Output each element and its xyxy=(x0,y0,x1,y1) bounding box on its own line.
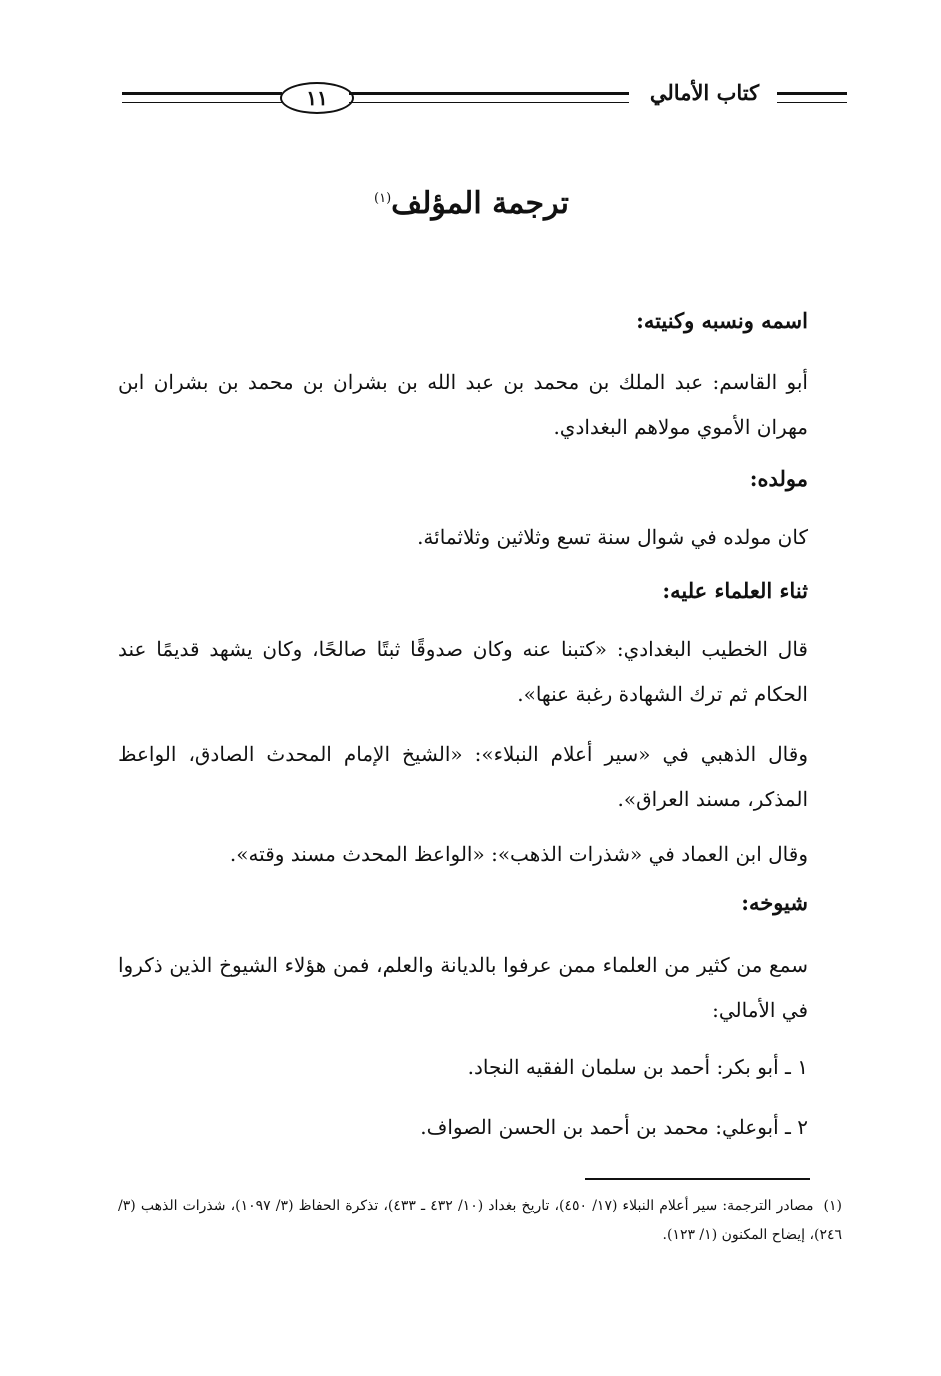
running-head: كتاب الأمالي xyxy=(649,80,760,105)
para-teachers: سمع من كثير من العلماء ممن عرفوا بالديانة والعلم، فمن هؤلاء الشيوخ الذين ذكروا في الأمالي: xyxy=(118,953,808,1022)
teacher-item-1: ١ ـ أبو بكر: أحمد بن سلمان الفقيه النجاد. xyxy=(467,1055,808,1079)
para-praise-ibn-imad: وقال ابن العماد في «شذرات الذهب»: «الواعظ المحدث مسند وقته». xyxy=(229,842,808,866)
page-header xyxy=(112,80,852,116)
footnote-text: مصادر الترجمة: سير أعلام النبلاء (١٧/ ٤٥٠)، تاريخ بغداد (١٠/ ٤٣٢ ـ ٤٣٣)، تذكرة الحفاظ (٣/ ١٠٩٧)، شذرات الذهب (٣/ ٢٤٦)، إيضاح المكنون (١/ ١٢٣). xyxy=(118,1198,842,1243)
page-number: ١١ xyxy=(280,82,354,114)
heading-birth: مولده: xyxy=(749,466,808,491)
para-birth: كان مولده في شوال سنة تسع وثلاثين وثلاثمائة. xyxy=(417,525,808,549)
chapter-title xyxy=(0,186,941,221)
heading-teachers: شيوخه: xyxy=(741,890,808,915)
chapter-title-text: ترجمة المؤلف xyxy=(391,186,569,221)
header-rule-middle xyxy=(349,92,629,103)
heading-praise: ثناء العلماء عليه: xyxy=(662,578,808,603)
para-name: أبو القاسم: عبد الملك بن محمد بن عبد الله بن بشران بن محمد بن بشران ابن مهران الأموي مولاهم البغدادي. xyxy=(118,370,808,439)
para-praise-dhahabi: وقال الذهبي في «سير أعلام النبلاء»: «الشيخ الإمام المحدث الصادق، الواعظ المذكر، مسند العراق». xyxy=(118,742,808,811)
heading-name: اسمه ونسبه وكنيته: xyxy=(636,308,808,333)
header-rule-right xyxy=(777,92,847,103)
footnote-rule xyxy=(585,1178,810,1180)
footnote xyxy=(118,1192,842,1250)
footnote-number: (١) xyxy=(823,1198,842,1214)
para-praise-khatib: قال الخطيب البغدادي: «كتبنا عنه وكان صدوقًا ثبتًا صالحًا، وكان يشهد قديمًا عند الحكام ثم ترك الشهادة رغبة عنها». xyxy=(118,637,808,706)
title-footnote-marker: (١) xyxy=(374,191,392,206)
header-rule-left xyxy=(122,92,282,103)
teacher-item-2: ٢ ـ أبوعلي: محمد بن أحمد بن الحسن الصواف. xyxy=(420,1115,808,1139)
